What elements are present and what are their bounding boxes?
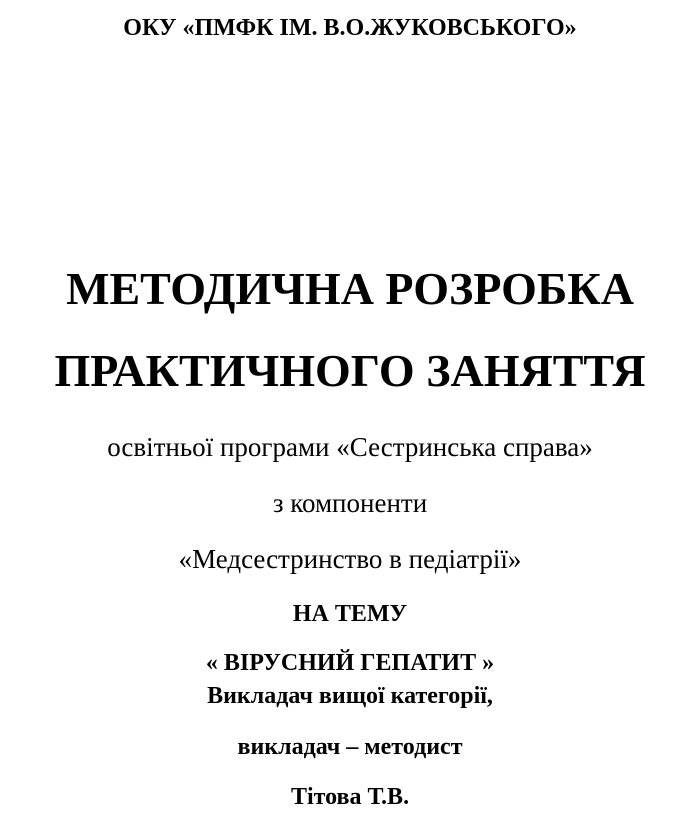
topic-label: НА ТЕМУ [292,601,408,627]
topic-title: « ВІРУСНИЙ ГЕПАТИТ » [205,650,495,676]
document-title-line-2: ПРАКТИЧНОГО ЗАНЯТТЯ [54,345,646,396]
author-role-line-1: Викладач вищої категорії, [207,683,493,709]
program-line: освітньої програми «Сестринська справа» [107,432,593,462]
discipline-line: «Медсестринство в педіатрії» [178,544,522,574]
institution-name: ОКУ «ПМФК ІМ. В.О.ЖУКОВСЬКОГО» [123,15,577,41]
component-line: з компоненти [272,488,428,518]
document-title-line-1: МЕТОДИЧНА РОЗРОБКА [66,263,634,314]
author-name: Тітова Т.В. [290,784,410,810]
author-role-line-2: викладач – методист [237,734,463,760]
